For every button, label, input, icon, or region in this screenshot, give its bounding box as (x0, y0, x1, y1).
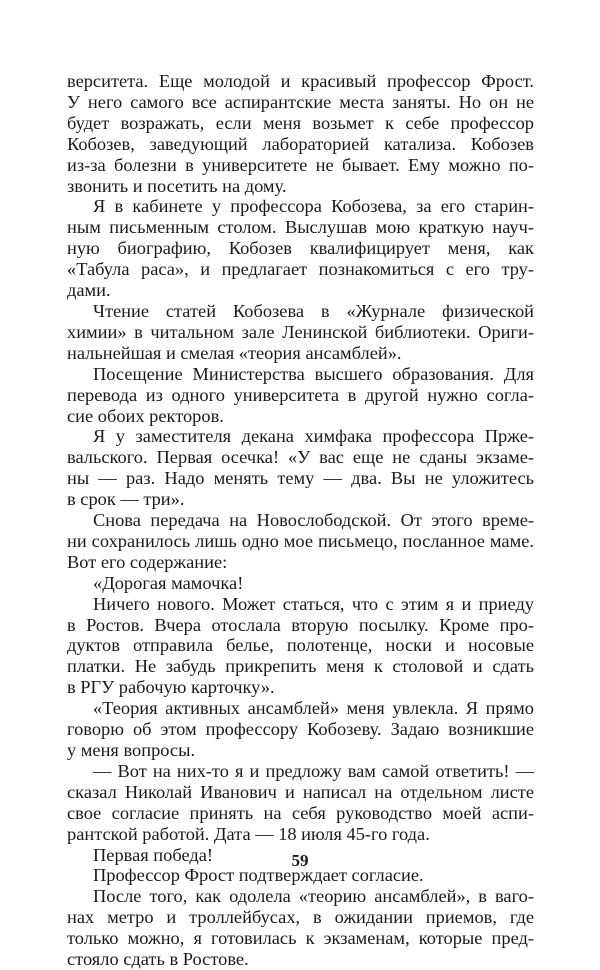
text-line: химии» в читальном зале Ленинской библиотеки. Ориги- (67, 321, 534, 342)
text-line: Снова передача на Новослободской. От этого време- (93, 510, 534, 531)
paragraph (67, 886, 534, 970)
page-body (67, 71, 534, 970)
text-line: Ничего нового. Может статься, что с этим я и приеду (93, 593, 534, 614)
page-number: 59 (291, 851, 309, 870)
paragraph (67, 510, 534, 573)
paragraph (67, 301, 534, 364)
text-line: говорю об этом профессору Кобозеву. Задаю возникшие (67, 719, 534, 740)
paragraph (67, 196, 534, 301)
text-line: у меня вопросы. (67, 740, 196, 760)
text-line: Вот его содержание: (67, 551, 228, 572)
text-line: Чтение статей Кобозева в «Журнале физической (93, 300, 534, 321)
text-line: в Ростов. Вчера отослала вторую посылку. Кроме про- (67, 614, 534, 635)
paragraph (67, 761, 534, 845)
text-line: будет возражать, если меня возьмет к себе профессор (67, 112, 534, 133)
text-line: свое согласие принять на себя руководство моей аспи- (67, 802, 534, 823)
paragraph (67, 71, 534, 196)
text-line: Посещение Министерства высшего образования. Для (93, 363, 534, 384)
text-line: Я у заместителя декана химфака профессора Прже- (93, 426, 534, 447)
text-line: сие обоих ректоров. (67, 405, 224, 426)
text-line: ни сохранилось лишь одно мое письмецо, посланное маме. (67, 530, 534, 551)
text-line: Профессор Фрост подтверждает согласие. (93, 865, 424, 886)
text-line: дами. (67, 280, 111, 301)
text-line: Кобозев, заведующий лабораторией катализа. Кобозев (67, 133, 534, 154)
paragraph (67, 364, 534, 427)
paragraph (67, 426, 534, 510)
paragraph (67, 573, 534, 594)
text-line: стояло сдать в Ростове. (67, 949, 249, 970)
text-line: — Вот на них-то я и предложу вам самой ответить! — (93, 760, 534, 781)
text-line: У него самого все аспирантские места заняты. Но он не (67, 91, 534, 112)
text-line: только можно, я готовилась к экзаменам, которые пред- (67, 928, 534, 949)
text-line: вальского. Первая осечка! «У вас еще не сданы экзаме- (67, 447, 534, 468)
text-line: После того, как одолела «теорию ансамблей», в ваго- (93, 886, 534, 907)
text-line: ны — раз. Надо менять тему — два. Вы не уложитесь (67, 468, 534, 489)
text-line: «Табула раса», и предлагает познакомиться с его тру- (67, 259, 534, 280)
text-line: из-за болезни в университете не бывает. Ему можно по- (67, 154, 534, 175)
text-line: сказал Николай Иванович и написал на отдельном листе (67, 781, 534, 802)
text-line: «Дорогая мамочка! (93, 572, 244, 593)
text-line: звонить и посетить на дому. (67, 175, 287, 196)
text-line: ную биографию, Кобозев квалифицирует меня, как (67, 238, 534, 259)
text-line: нах метро и троллейбусах, в ожидании приемов, где (67, 907, 534, 928)
text-line: платки. Не забудь прикрепить меня к столовой и сдать (67, 656, 534, 677)
text-line: верситета. Еще молодой и красивый профессор Фрост. (67, 71, 534, 91)
text-line: перевода из одного университета в другой нужно согла- (67, 384, 534, 405)
paragraph (67, 594, 534, 699)
text-line: в РГУ рабочую карточку». (67, 677, 275, 698)
text-line: Первая победа! (93, 844, 214, 865)
text-line: нальнейшая и смелая «теория ансамблей». (67, 342, 402, 363)
text-line: в срок — три». (67, 489, 185, 510)
text-line: рантской работой. Дата — 18 июля 45-го года. (67, 823, 430, 844)
text-line: «Теория активных ансамблей» меня увлекла. Я прямо (93, 698, 534, 719)
text-line: Я в кабинете у профессора Кобозева, за его старин- (93, 196, 534, 217)
paragraph (67, 698, 534, 761)
text-line: ным письменным столом. Выслушав мою краткую науч- (67, 217, 534, 238)
text-line: дуктов отправила белье, полотенце, носки и носовые (67, 635, 534, 656)
